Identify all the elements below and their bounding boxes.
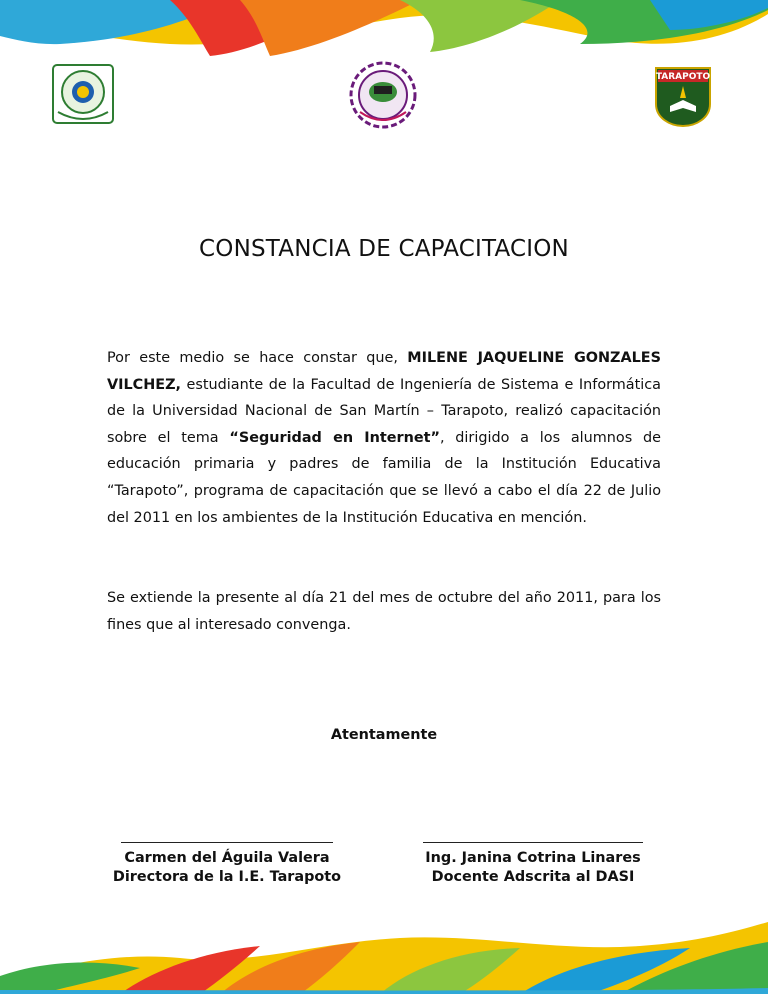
student-name: MILENE JAQUELINE GONZALES VILCHEZ, bbox=[107, 350, 661, 393]
body-text-intro: Por este medio se hace constar que, bbox=[107, 350, 408, 366]
issue-date-paragraph: Se extiende la presente al día 21 del mes de octubre del año 2011, para los fines que al interesado convenga. bbox=[107, 590, 661, 633]
training-topic: “Seguridad en Internet” bbox=[229, 429, 440, 446]
signature-line bbox=[121, 842, 333, 843]
certificate-body-paragraph bbox=[107, 345, 661, 531]
signer-name: Ing. Janina Cotrina Linares bbox=[425, 850, 641, 866]
university-seal-logo bbox=[52, 64, 114, 124]
signer-name: Carmen del Águila Valera bbox=[124, 850, 330, 866]
signature-block-teacher bbox=[393, 842, 673, 887]
signer-role: Directora de la I.E. Tarapoto bbox=[112, 869, 342, 885]
signature-block-director bbox=[87, 842, 367, 887]
closing-salutation: Atentamente bbox=[330, 727, 438, 743]
school-crest-logo bbox=[652, 64, 714, 128]
bottom-decorative-banner bbox=[0, 912, 768, 994]
document-title: CONSTANCIA DE CAPACITACION bbox=[199, 236, 569, 262]
top-decorative-banner bbox=[0, 0, 768, 60]
faculty-gear-logo bbox=[338, 60, 428, 130]
body-text-middle: estudiante de la Facultad de Ingeniería de Sistema e Informática de la Universidad Nacional de San Martín – Tarapoto, realizó capacitación sobre el tema bbox=[107, 376, 661, 446]
signature-line bbox=[423, 842, 643, 843]
svg-text:TARAPOTO: TARAPOTO bbox=[655, 72, 711, 82]
signer-role: Docente Adscrita al DASI bbox=[431, 869, 635, 885]
body-text-end: , dirigido a los alumnos de educación primaria y padres de familia de la Institución Educativa “Tarapoto”, programa de capacitación que se llevó a cabo el día 22 de Julio del 2011 en los ambientes de la Institución Educativa en mención. bbox=[107, 429, 661, 526]
